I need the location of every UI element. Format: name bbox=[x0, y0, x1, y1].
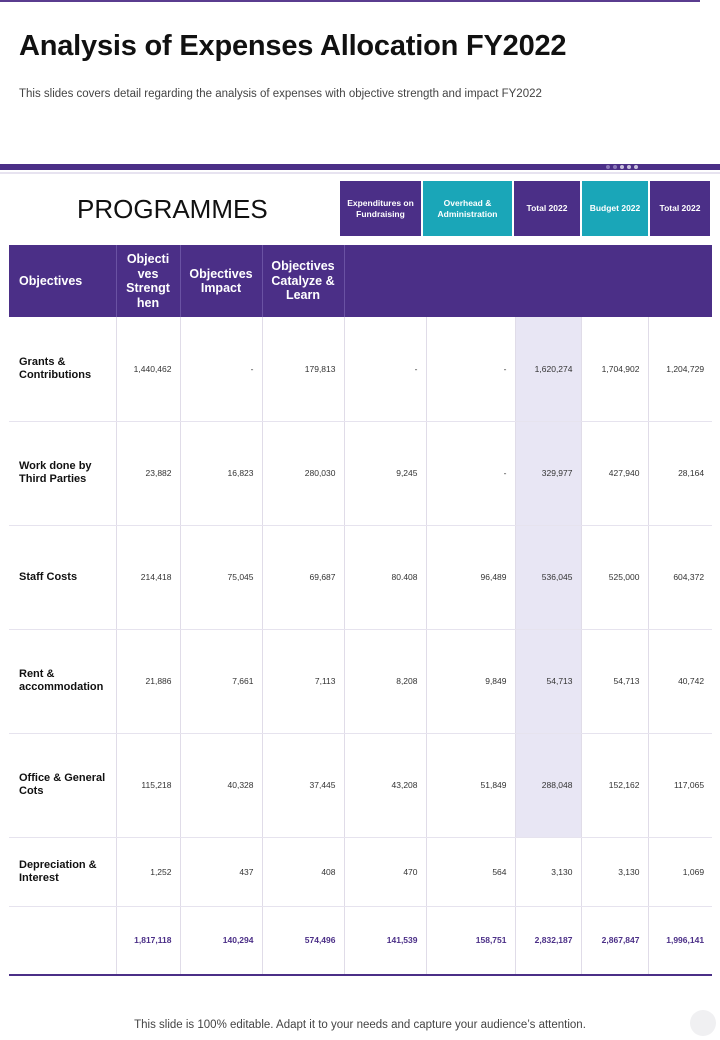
row-label: Office & General Cots bbox=[9, 733, 116, 837]
expenses-table bbox=[9, 245, 712, 976]
table-cell: 43,208 bbox=[344, 733, 426, 837]
header-total-2022-b: Total 2022 bbox=[650, 181, 710, 236]
table-cell: 1,252 bbox=[116, 837, 180, 906]
header-expenditures-fundraising: Expenditures on Fundraising bbox=[340, 181, 421, 236]
header-total-2022: Total 2022 bbox=[514, 181, 580, 236]
page-title: Analysis of Expenses Allocation FY2022 bbox=[19, 30, 567, 62]
total-cell: 2,832,187 bbox=[515, 906, 581, 975]
table-cell: 437 bbox=[180, 837, 262, 906]
total-cell: 2,867,847 bbox=[581, 906, 648, 975]
table-cell: 329,977 bbox=[515, 421, 581, 525]
table-cell: 470 bbox=[344, 837, 426, 906]
table-row bbox=[9, 525, 712, 629]
table-cell: 152,162 bbox=[581, 733, 648, 837]
table-cell: 16,823 bbox=[180, 421, 262, 525]
total-cell: 1,996,141 bbox=[648, 906, 712, 975]
table-cell: 8,208 bbox=[344, 629, 426, 733]
table-cell: 1,440,462 bbox=[116, 317, 180, 421]
band-underline bbox=[0, 172, 720, 174]
table-cell: 54,713 bbox=[581, 629, 648, 733]
row-label: Work done by Third Parties bbox=[9, 421, 116, 525]
col-objectives-strengthen: Objecti ves Strengt hen bbox=[116, 245, 180, 317]
top-rule bbox=[0, 0, 700, 2]
header-overhead-administration: Overhead & Administration bbox=[423, 181, 512, 236]
row-label: Staff Costs bbox=[9, 525, 116, 629]
band-dots bbox=[606, 165, 638, 169]
table-cell: 9,245 bbox=[344, 421, 426, 525]
programmes-title: PROGRAMMES bbox=[77, 194, 268, 224]
table-cell: 214,418 bbox=[116, 525, 180, 629]
col-objectives: Objectives bbox=[9, 245, 116, 317]
table-cell: 1,620,274 bbox=[515, 317, 581, 421]
totals-label bbox=[9, 906, 116, 975]
total-cell: 1,817,118 bbox=[116, 906, 180, 975]
table-cell: 280,030 bbox=[262, 421, 344, 525]
total-cell: 141,539 bbox=[344, 906, 426, 975]
corner-badge bbox=[690, 1010, 716, 1036]
table-cell: 3,130 bbox=[581, 837, 648, 906]
table-cell: 1,704,902 bbox=[581, 317, 648, 421]
col-objectives-impact: Objectives Impact bbox=[180, 245, 262, 317]
table-cell: 288,048 bbox=[515, 733, 581, 837]
table-cell: 7,113 bbox=[262, 629, 344, 733]
table-cell: 80.408 bbox=[344, 525, 426, 629]
table-cell: 51,849 bbox=[426, 733, 515, 837]
table-cell: 96,489 bbox=[426, 525, 515, 629]
table-row bbox=[9, 837, 712, 906]
table-cell: 408 bbox=[262, 837, 344, 906]
table-row bbox=[9, 629, 712, 733]
col-header-filler bbox=[344, 245, 712, 317]
total-cell: 574,496 bbox=[262, 906, 344, 975]
table-cell: 115,218 bbox=[116, 733, 180, 837]
table-cell: - bbox=[180, 317, 262, 421]
table-cell: 7,661 bbox=[180, 629, 262, 733]
table-cell: 23,882 bbox=[116, 421, 180, 525]
table-cell: - bbox=[426, 421, 515, 525]
total-cell: 158,751 bbox=[426, 906, 515, 975]
row-label: Rent & accommodation bbox=[9, 629, 116, 733]
table-cell: 564 bbox=[426, 837, 515, 906]
table-cell: 3,130 bbox=[515, 837, 581, 906]
table-cell: 117,065 bbox=[648, 733, 712, 837]
table-cell: 40,742 bbox=[648, 629, 712, 733]
table-cell: 54,713 bbox=[515, 629, 581, 733]
table-cell: 536,045 bbox=[515, 525, 581, 629]
table-cell: 604,372 bbox=[648, 525, 712, 629]
table-row bbox=[9, 733, 712, 837]
table-cell: 75,045 bbox=[180, 525, 262, 629]
table-row bbox=[9, 421, 712, 525]
table-cell: 179,813 bbox=[262, 317, 344, 421]
table-cell: 37,445 bbox=[262, 733, 344, 837]
table-cell: 427,940 bbox=[581, 421, 648, 525]
table-cell: 525,000 bbox=[581, 525, 648, 629]
table-cell: - bbox=[426, 317, 515, 421]
row-label: Depreciation & Interest bbox=[9, 837, 116, 906]
table-header-row bbox=[9, 245, 712, 317]
table-row bbox=[9, 317, 712, 421]
footer-note: This slide is 100% editable. Adapt it to your needs and capture your audience’s attention. bbox=[134, 1019, 586, 1031]
table-cell: 1,204,729 bbox=[648, 317, 712, 421]
table-cell: 69,687 bbox=[262, 525, 344, 629]
table-cell: 1,069 bbox=[648, 837, 712, 906]
programmes-header-row bbox=[340, 181, 710, 236]
table-cell: - bbox=[344, 317, 426, 421]
row-label: Grants & Contributions bbox=[9, 317, 116, 421]
total-cell: 140,294 bbox=[180, 906, 262, 975]
header-budget-2022: Budget 2022 bbox=[582, 181, 648, 236]
table-cell: 21,886 bbox=[116, 629, 180, 733]
table-cell: 28,164 bbox=[648, 421, 712, 525]
table-cell: 9,849 bbox=[426, 629, 515, 733]
totals-row bbox=[9, 906, 712, 975]
page-subtitle: This slides covers detail regarding the analysis of expenses with objective strength and impact FY2022 bbox=[19, 88, 542, 100]
col-objectives-catalyze: Objectives Catalyze & Learn bbox=[262, 245, 344, 317]
table-cell: 40,328 bbox=[180, 733, 262, 837]
